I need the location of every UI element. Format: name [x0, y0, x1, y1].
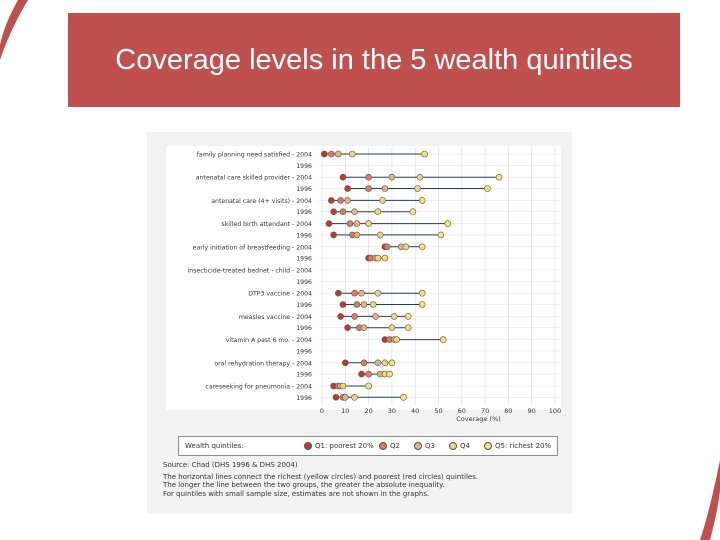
row-label: 1996: [296, 232, 312, 240]
data-point-q3: [375, 360, 381, 366]
row-label: 1996: [296, 162, 312, 170]
data-point-q4: [415, 186, 421, 192]
x-tick-label: 40: [411, 407, 420, 416]
row-label: antenatal care (4+ visits) - 2004: [211, 197, 312, 205]
legend-label-q3: Q3: [425, 442, 435, 450]
x-tick-label: 90: [527, 407, 536, 416]
data-point-q3: [373, 313, 379, 319]
dot-range-chart: [147, 132, 572, 432]
data-point-q2: [328, 151, 334, 157]
data-point-q1: [331, 232, 337, 238]
chart-source: Source: Chad (DHS 1996 & DHS 2004): [163, 461, 298, 469]
data-point-q5: [419, 302, 425, 308]
x-tick-label: 20: [364, 407, 373, 416]
data-point-q5: [419, 244, 425, 250]
data-point-q5: [484, 186, 490, 192]
data-point-q3: [382, 186, 388, 192]
row-label: measles vaccine - 2004: [238, 313, 312, 321]
chart-note-1: The horizontal lines connect the richest (yellow circles) and poorest (red circles) quintiles.: [163, 472, 479, 481]
row-label: early initiation of breastfeeding - 2004: [192, 244, 312, 252]
data-point-q1: [328, 197, 334, 203]
data-point-q4: [403, 244, 409, 250]
x-tick-label: 50: [434, 407, 443, 416]
data-point-q1: [340, 174, 346, 180]
row-label: 1996: [296, 278, 312, 286]
corner-decoration-right: [680, 460, 720, 540]
data-point-q1: [333, 394, 339, 400]
data-point-q3: [335, 151, 341, 157]
data-point-q2: [352, 313, 358, 319]
data-point-q3: [359, 290, 365, 296]
data-point-q2: [340, 209, 346, 215]
row-label: vitamin A past 6 mo. - 2004: [225, 337, 312, 345]
x-tick-label: 60: [457, 407, 466, 416]
data-point-q5: [382, 255, 388, 261]
corner-decoration-left: [0, 0, 40, 110]
data-point-q4: [417, 174, 423, 180]
data-point-q1: [345, 186, 351, 192]
x-tick-label: 70: [480, 407, 490, 416]
chart-note-2: The longer the line between the two groups, the greater the absolute inequality.: [163, 481, 445, 489]
data-point-q4: [370, 302, 376, 308]
data-point-q4: [391, 313, 397, 319]
data-point-q5: [410, 209, 416, 215]
row-label: 1996: [296, 209, 312, 217]
data-point-q5: [366, 383, 372, 389]
data-point-q4: [340, 383, 346, 389]
legend-swatch-q1: [304, 442, 312, 450]
data-point-q4: [380, 197, 386, 203]
data-point-q2: [361, 360, 367, 366]
data-point-q4: [389, 325, 395, 331]
data-point-q2: [347, 221, 353, 227]
data-point-q2: [352, 290, 358, 296]
data-point-q4: [375, 290, 381, 296]
row-label: 1996: [296, 348, 312, 356]
data-point-q4: [394, 337, 400, 343]
data-point-q5: [496, 174, 502, 180]
row-label: family planning need satisfied - 2004: [196, 151, 312, 159]
x-tick-label: 0: [319, 407, 325, 416]
legend-label-q5: Q5: richest 20%: [495, 442, 552, 450]
x-tick-label: 10: [341, 407, 350, 416]
data-point-q3: [342, 394, 348, 400]
chart-notes: [163, 461, 563, 498]
data-point-q5: [422, 151, 428, 157]
data-point-q4: [375, 255, 381, 261]
data-point-q1: [359, 371, 365, 377]
legend-swatch-q2: [379, 442, 387, 450]
row-label: antenatal care skilled provider - 2004: [195, 174, 312, 182]
slide-title-box: [68, 13, 680, 107]
legend-label-q1: Q1: poorest 20%: [315, 442, 374, 450]
data-point-q3: [345, 197, 351, 203]
data-point-q2: [366, 174, 372, 180]
data-point-q5: [389, 360, 395, 366]
data-point-q5: [438, 232, 444, 238]
data-point-q4: [349, 151, 355, 157]
row-label: DTP3 vaccine - 2004: [248, 290, 312, 298]
data-point-q4: [352, 394, 358, 400]
x-axis-title: Coverage (%): [456, 415, 501, 424]
legend-label-q4: Q4: [460, 442, 470, 450]
data-point-q3: [389, 174, 395, 180]
data-point-q5: [387, 371, 393, 377]
data-point-q5: [419, 197, 425, 203]
row-label: 1996: [296, 255, 312, 263]
row-label: 1996: [296, 325, 312, 333]
row-label: 1996: [296, 302, 312, 309]
row-label: 1996: [296, 394, 312, 402]
data-point-q3: [354, 232, 360, 238]
data-point-q3: [352, 209, 358, 215]
data-point-q4: [382, 360, 388, 366]
data-point-q1: [338, 313, 344, 319]
row-label: 1996: [296, 371, 312, 379]
legend-swatch-q4: [449, 442, 457, 450]
x-tick-label: 30: [387, 407, 397, 416]
row-label: insecticide-treated bednet - child - 2004: [187, 267, 312, 275]
slide-title: Coverage levels in the 5 wealth quintiles: [115, 44, 633, 76]
data-point-q2: [384, 244, 390, 250]
data-point-q4: [366, 221, 372, 227]
data-point-q1: [331, 209, 337, 215]
legend-swatch-q3: [414, 442, 422, 450]
data-point-q1: [342, 360, 348, 366]
data-point-q1: [326, 221, 332, 227]
chart-legend: [178, 436, 558, 456]
row-label: oral rehydration therapy - 2004: [214, 360, 312, 368]
legend-title: Wealth quintiles:: [185, 442, 244, 450]
data-point-q3: [354, 221, 360, 227]
x-tick-label: 80: [504, 407, 513, 416]
x-tick-label: 100: [548, 407, 562, 416]
row-label: 1996: [296, 186, 312, 193]
data-point-q4: [375, 209, 381, 215]
data-point-q5: [419, 290, 425, 296]
data-point-q2: [366, 371, 372, 377]
data-point-q5: [401, 394, 407, 400]
legend-swatch-q5: [484, 442, 492, 450]
data-point-q2: [366, 186, 372, 192]
data-point-q4: [377, 232, 383, 238]
data-point-q1: [321, 151, 327, 157]
data-point-q1: [340, 302, 346, 308]
row-label: skilled birth attendant - 2004: [221, 221, 312, 229]
data-point-q5: [445, 221, 451, 227]
legend-label-q2: Q2: [390, 442, 400, 450]
data-point-q5: [440, 337, 446, 343]
chart-note-3: For quintiles with small sample size, estimates are not shown in the graphs.: [163, 489, 430, 498]
data-point-q2: [354, 302, 360, 308]
data-point-q5: [405, 313, 411, 319]
data-point-q5: [405, 325, 411, 331]
data-point-q1: [345, 325, 351, 331]
data-point-q2: [338, 197, 344, 203]
data-point-q3: [361, 325, 367, 331]
row-label: careseeking for pneumonia - 2004: [205, 383, 312, 391]
data-point-q1: [335, 290, 341, 296]
data-point-q3: [361, 302, 367, 308]
